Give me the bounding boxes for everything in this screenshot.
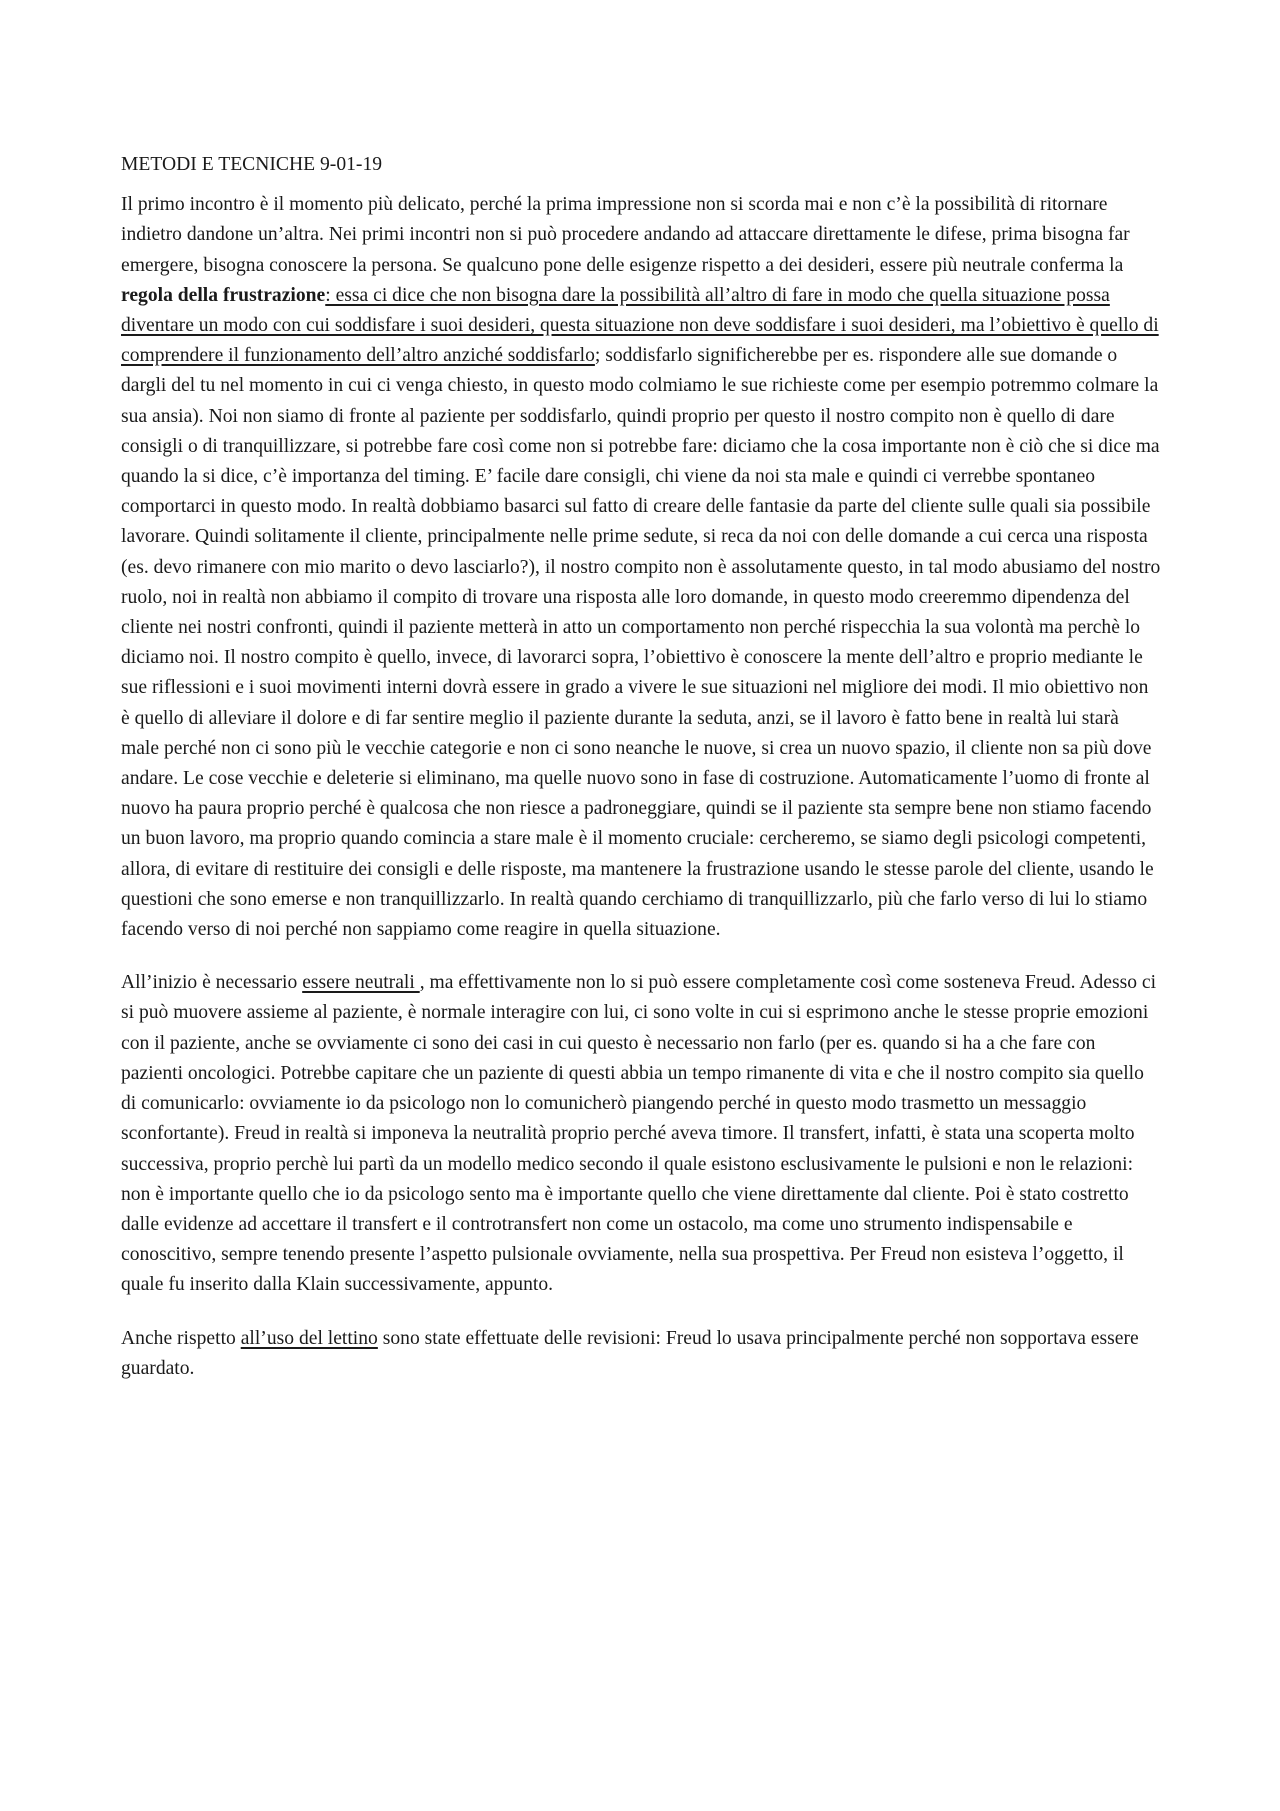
paragraph-text: sono state effettuate delle revisioni: Freud lo usava principalmente perché non sopportava essere guardato. — [121, 1327, 1139, 1379]
paragraph-frustration-rule — [121, 190, 1161, 945]
paragraph-text: All’inizio è necessario — [121, 972, 303, 994]
underlined-definition: : essa ci dice che non bisogna dare la possibilità all’altro di fare in modo che quella situazione possa diventare un modo con cui soddisfare i suoi desideri, questa situazione non deve soddisfare i suoi desideri, ma l’obiettivo è quello di comprendere il funzionamento dell’altro anziché soddisfarlo — [121, 284, 1159, 367]
paragraph-text: ; soddisfarlo significherebbe per es. rispondere alle sue domande o dargli del tu nel momento in cui ci venga chiesto, in questo modo colmiamo le sue richieste come per esempio potremmo colmare la sua ansia). Noi non siamo di fronte al paziente per soddisfarlo, quindi proprio per questo il nostro compito non è quello di dare consigli o di tranquillizzare, si potrebbe fare così come non si potrebbe fare: diciamo che la cosa importante non è ciò che si dice ma quando la si dice, c’è importanza del timing. E’ facile dare consigli, chi viene da noi sta male e quindi ci verrebbe spontaneo comportarci in questo modo. In realtà dobbiamo basarci sul fatto di creare delle fantasie da parte del cliente sulle quali sia possibile lavorare. Quindi solitamente il cliente, principalmente nelle prime sedute, si reca da noi con delle domande a cui cerca una risposta (es. devo rimanere con mio marito o devo lasciarlo?), il nostro compito non è assolutamente questo, in tal modo abusiamo del nostro ruolo, noi in realtà non abbiamo il compito di trovare una risposta alle loro domande, in questo modo creeremmo dipendenza del cliente nei nostri confronti, quindi il paziente metterà in atto un comportamento non perché rispecchia la sua volontà ma perchè lo diciamo noi. Il nostro compito è quello, invece, di lavorarci sopra, l’obiettivo è conoscere la mente dell’altro e proprio mediante le sue riflessioni e i suoi movimenti interni dovrà essere in grado a vivere le sue situazioni nel migliore dei modi. Il mio obiettivo non è quello di alleviare il dolore e di far sentire meglio il paziente durante la seduta, anzi, se il lavoro è fatto bene in realtà lui starà male perché non ci sono più le vecchie categorie e non ci sono neanche le nuove, si crea un nuovo spazio, il cliente non sa più dove andare. Le cose vecchie e deleterie si eliminano, ma quelle nuovo sono in fase di costruzione. Automaticamente l’uomo di fronte al nuovo ha paura proprio perché è qualcosa che non riesce a padroneggiare, quindi se il paziente sta sempre bene non stiamo facendo un buon lavoro, ma proprio quando comincia a stare male è il momento cruciale: cercheremo, se siamo degli psicologi competenti, allora, di evitare di restituire dei consigli e delle risposte, ma mantenere la frustrazione usando le stesse parole del cliente, usando le questioni che sono emerse e non tranquillizzarlo. In realtà quando cerchiamo di tranquillizzarlo, più che farlo verso di lui lo stiamo facendo verso di noi perché non sappiamo come reagire in quella situazione. — [121, 345, 1161, 941]
document-title: METODI E TECNICHE 9-01-19 — [121, 154, 383, 175]
paragraph-neutrality — [121, 968, 1161, 1300]
underlined-term-neutrality: essere neutrali — [302, 972, 420, 994]
paragraph-text: Anche rispetto — [121, 1327, 241, 1349]
document-page — [121, 150, 1161, 1407]
paragraph-text: , ma effettivamente non lo si può essere completamente così come sosteneva Freud. Adesso ci si può muovere assieme al paziente, è normale interagire con lui, ci sono volte in cui si esprimono anche le stesse proprie emozioni con il paziente, anche se ovviamente ci sono dei casi in cui questo è necessario non farlo (per es. quando si ha a che fare con pazienti oncologici. Potrebbe capitare che un paziente di questi abbia un tempo rimanente di vita e che il nostro compito sia quello di comunicarlo: ovviamente io da psicologo non lo comunicherò piangendo perché in questo modo trasmetto un messaggio sconfortante). Freud in realtà si imponeva la neutralità proprio perché aveva timore. Il transfert, infatti, è stata una scoperta molto successiva, proprio perchè lui partì da un modello medico secondo il quale esistono esclusivamente le pulsioni e non le relazioni: non è importante quello che io da psicologo sento ma è importante quello che viene direttamente dal cliente. Poi è stato costretto dalle evidenze ad accettare il transfert e il controtransfert non come un ostacolo, ma come uno strumento indispensabile e conoscitivo, sempre tenendo presente l’aspetto pulsionale ovviamente, nella sua prospettiva. Per Freud non esisteva l’oggetto, il quale fu inserito dalla Klain successivamente, appunto. — [121, 972, 1157, 1296]
paragraph-text: Il primo incontro è il momento più delicato, perché la prima impressione non si scorda mai e non c’è la possibilità di ritornare indietro dandone un’altra. Nei primi incontri non si può procedere andando ad attaccare direttamente le difese, prima bisogna far emergere, bisogna conoscere la persona. Se qualcuno pone delle esigenze rispetto a dei desideri, essere più neutrale conferma la — [121, 194, 1130, 276]
bold-term-frustration-rule: regola della frustrazione — [121, 284, 326, 306]
paragraph-couch — [121, 1324, 1161, 1384]
underlined-term-couch: all’uso del lettino — [240, 1327, 378, 1349]
